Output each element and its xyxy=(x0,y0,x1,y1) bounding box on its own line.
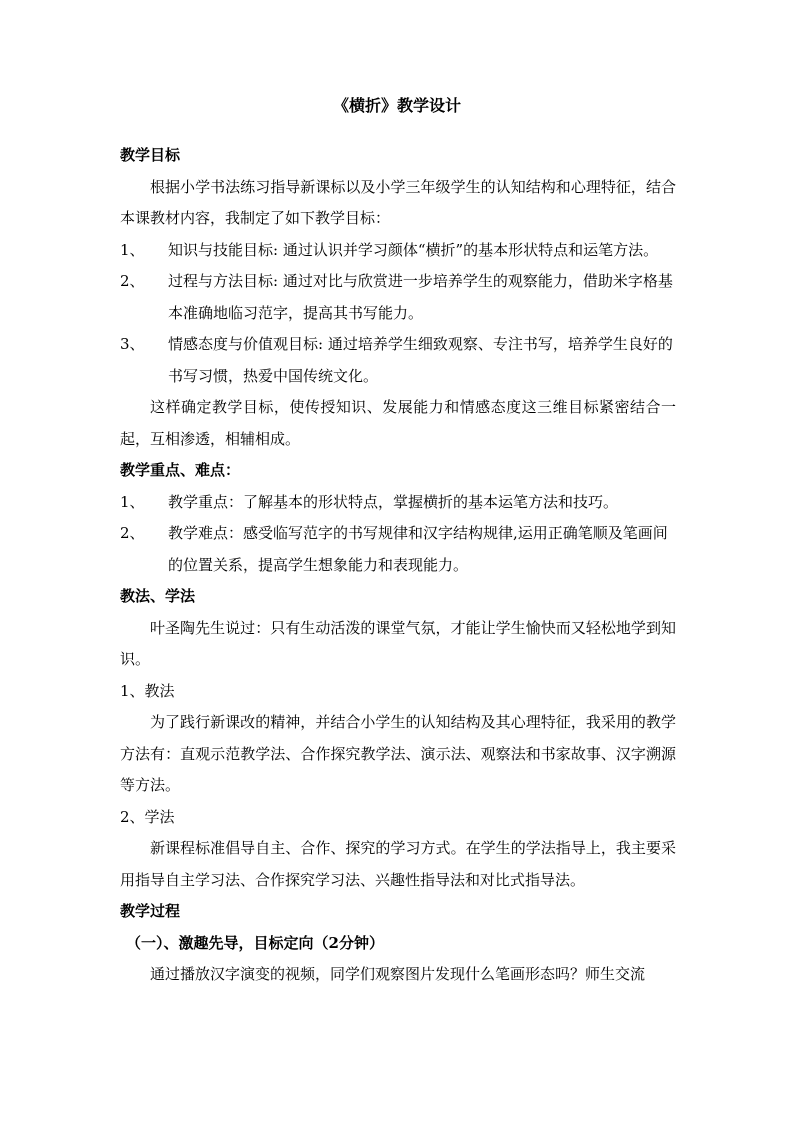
goal-item-number: 3、 xyxy=(120,335,145,353)
goal-item-text: 知识与技能目标: 通过认识并学习颜体“横折”的基本形状特点和运笔方法。 xyxy=(168,240,659,259)
document-body xyxy=(120,140,676,991)
section-heading-goals: 教学目标 xyxy=(120,146,181,164)
section-heading-keypoints: 教学重点、难点： xyxy=(120,461,241,479)
goal-item-number: 1、 xyxy=(120,240,145,259)
goal-item-3 xyxy=(120,329,676,392)
learning-method-paragraph: 新课程标准倡导自主、合作、探究的学习方式。在学生的学法指导上，我主要采用指导自主学习法、合作探究学习法、兴趣性指导法和对比式指导法。 xyxy=(120,839,676,889)
goal-item-text: 过程与方法目标: 通过对比与欣赏进一步培养学生的观察能力，借助米字格基本准确地临习范字，提高其书写能力。 xyxy=(168,272,673,322)
goals-intro-paragraph: 根据小学书法练习指导新课标以及小学三年级学生的认知结构和心理特征，结合本课教材内容，我制定了如下教学目标： xyxy=(120,177,676,227)
section-heading-process: 教学过程 xyxy=(120,902,181,920)
keypoint-item-number: 2、 xyxy=(120,524,145,542)
goals-summary-paragraph: 这样确定教学目标，使传授知识、发展能力和情感态度这三维目标紧密结合一起，互相渗透，相辅相成。 xyxy=(120,398,676,448)
keypoint-item-text: 教学重点：了解基本的形状特点，掌握横折的基本运笔方法和技巧。 xyxy=(168,492,619,511)
teaching-method-label: 1、教法 xyxy=(120,681,175,700)
keypoint-item-2 xyxy=(120,518,676,581)
goal-item-number: 2、 xyxy=(120,272,145,290)
methods-intro-paragraph: 叶圣陶先生说过：只有生动活泼的课堂气氛，才能让学生愉快而又轻松地学到知识。 xyxy=(120,618,676,668)
keypoint-item-number: 1、 xyxy=(120,492,145,511)
document-title: 《横折》教学设计 xyxy=(332,96,461,115)
goal-item-text: 情感态度与价值观目标: 通过培养学生细致观察、专注书写，培养学生良好的书写习惯，热爱中国传统文化。 xyxy=(168,335,673,385)
goal-item-2 xyxy=(120,266,676,329)
goal-item-1 xyxy=(120,235,676,267)
section-heading-methods: 教法、学法 xyxy=(120,587,196,605)
keypoint-item-1 xyxy=(120,487,676,519)
teaching-method-paragraph: 为了践行新课改的精神，并结合小学生的认知结构及其心理特征，我采用的教学方法有：直观示范教学法、合作探究教学法、演示法、观察法和书家故事、汉字溯源等方法。 xyxy=(120,713,676,794)
process-step-1-paragraph: 通过播放汉字演变的视频，同学们观察图片发现什么笔画形态吗？师生交流 xyxy=(150,965,646,983)
learning-method-label: 2、学法 xyxy=(120,807,175,826)
process-step-1-heading: （一）、激趣先导，目标定向（2分钟） xyxy=(126,933,384,952)
keypoint-item-text: 教学难点：感受临写范字的书写规律和汉字结构规律,运用正确笔顺及笔画间的位置关系，提高学生想象能力和表现能力。 xyxy=(168,524,668,574)
